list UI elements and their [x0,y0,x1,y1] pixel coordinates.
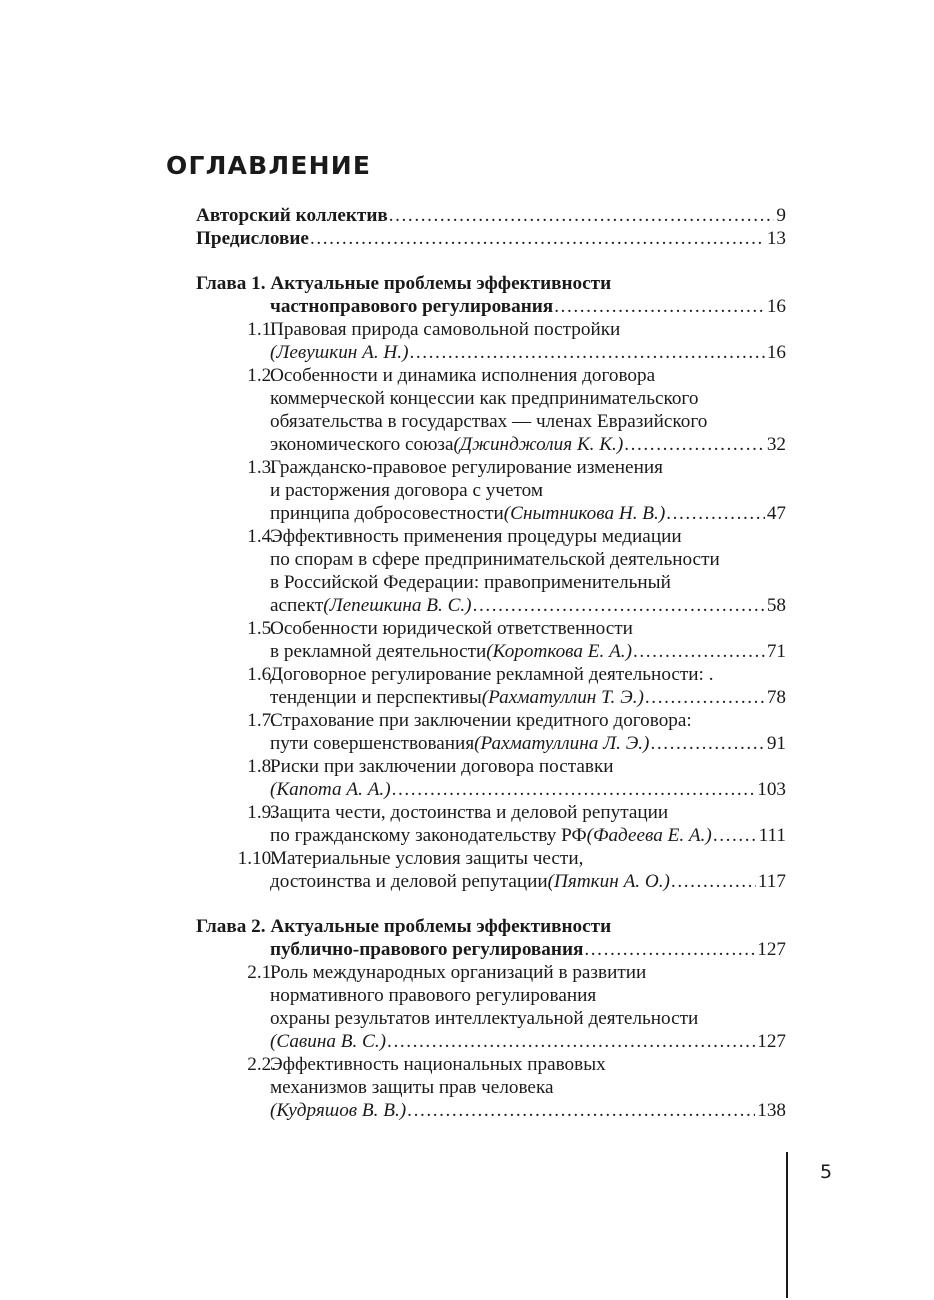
toc-entry [196,204,786,227]
section-author: (Савина В. С.) [270,1031,387,1052]
section-line [196,479,786,502]
front-matter [196,204,786,250]
section-last-line [196,594,786,617]
dot-leader [389,204,775,227]
page-ref: 111 [758,825,786,846]
toc-heading: ОГЛАВЛЕНИЕ [166,151,372,180]
section-number: 1.10. [237,848,276,869]
toc-entry [196,227,786,250]
dot-leader [645,686,765,709]
page-ref: 138 [757,1100,786,1121]
section-text-tail: по гражданскому законодательству РФ [270,825,587,846]
section-number: 2.2. [247,1054,276,1075]
page-ref: 16 [766,296,786,317]
section-number: 1.2. [247,365,276,386]
section-line [196,318,786,341]
toc-entry-line [196,732,786,755]
dot-leader [392,778,756,801]
section-line [196,364,786,387]
section-number: 1.1. [247,319,276,340]
dot-leader [624,433,765,456]
chapter-title [196,915,786,938]
section-author: (Кудряшов В. В.) [270,1100,407,1121]
toc-entry-line [196,204,786,227]
section-entry [196,847,786,893]
section-text: охраны результатов интеллектуальной деятельности [270,1008,699,1029]
section-line [196,847,786,870]
section-line [196,1007,786,1030]
chapter-title [196,272,786,295]
section-text: коммерческой концессии как предпринимательского [270,388,699,409]
dot-leader [713,824,757,847]
section-text: Эффективность национальных правовых [270,1054,606,1075]
chapter-title-cont [196,938,786,961]
section-number: 1.9. [247,802,276,823]
section-entry [196,318,786,364]
section-line [196,387,786,410]
toc-entry-line [196,433,786,456]
page-ref: 16 [766,342,786,363]
section-text: нормативного правового регулирования [270,985,597,1006]
toc-entry-line [196,295,786,318]
section-number: 1.5. [247,618,276,639]
page-ref: 32 [766,434,786,455]
page-ref: 127 [757,1031,786,1052]
section-text: Эффективность применения процедуры медиации [270,526,682,547]
chapter-title-cont [196,295,786,318]
section-last-line [196,502,786,525]
section-last-line [196,341,786,364]
page-ref: 58 [766,595,786,616]
page-ref: 13 [766,228,786,249]
section-number: 2.1. [247,962,276,983]
section-text: в Российской Федерации: правоприменительный [270,572,671,593]
section-text-tail: в рекламной деятельности [270,641,487,662]
section-line [196,663,786,686]
section-author: (Снытникова Н. В.) [503,503,666,524]
page-number: 5 [820,1161,833,1183]
section-last-line [196,870,786,893]
toc-entry-line [196,594,786,617]
section-text: Правовая природа самовольной постройки [270,319,621,340]
page-ref: 71 [766,641,786,662]
section-entry [196,525,786,617]
spacer [196,250,786,272]
section-author: (Пяткин А. О.) [547,871,670,892]
section-author: (Фадеева Е. А.) [586,825,712,846]
chapter-title-line1: Глава 1. Актуальные проблемы эффективности [196,273,612,294]
dot-leader [473,594,765,617]
dot-leader [409,341,764,364]
section-text: Особенности юридической ответственности [270,618,633,639]
spacer [196,893,786,915]
section-author: (Рахматуллина Л. Э.) [474,733,650,754]
dot-leader [671,870,756,893]
dot-leader [650,732,764,755]
dot-leader [387,1030,755,1053]
section-text: Страхование при заключении кредитного договора: [270,710,692,731]
section-line [196,755,786,778]
dot-leader [407,1099,755,1122]
section-last-line [196,824,786,847]
section-author: (Джинджолия К. К.) [453,434,624,455]
section-entry [196,456,786,525]
section-author: (Короткова Е. А.) [486,641,632,662]
section-number: 1.3. [247,457,276,478]
section-text: Договорное регулирование рекламной деятельности: . [270,664,714,685]
section-last-line [196,732,786,755]
page-ref: 117 [757,871,786,892]
section-line [196,571,786,594]
section-text-tail: достоинства и деловой репутации [270,871,548,892]
page-ref: 47 [766,503,786,524]
section-last-line [196,1030,786,1053]
section-last-line [196,686,786,709]
entry-title: Авторский коллектив [196,205,388,226]
section-line [196,410,786,433]
toc-entry-line [196,1099,786,1122]
section-text-tail: пути совершенствования [270,733,475,754]
section-line [196,548,786,571]
section-text: обязательства в государствах — членах Евразийского [270,411,708,432]
section-line [196,525,786,548]
section-number: 1.7. [247,710,276,731]
dot-leader [310,227,765,250]
chapter-1 [196,272,786,893]
section-line [196,709,786,732]
section-entry [196,755,786,801]
section-author: (Лепешкина В. С.) [323,595,472,616]
section-line [196,961,786,984]
section-text: Защита чести, достоинства и деловой репутации [270,802,669,823]
section-text: Гражданско-правовое регулирование изменения [270,457,663,478]
section-line [196,801,786,824]
section-entry [196,961,786,1053]
section-last-line [196,433,786,456]
toc-entry-line [196,640,786,663]
section-number: 1.4. [247,526,276,547]
section-line [196,1053,786,1076]
page-ref: 127 [757,939,786,960]
section-last-line [196,778,786,801]
section-text: и расторжения договора с учетом [270,480,544,501]
section-text: Риски при заключении договора поставки [270,756,614,777]
section-entry [196,709,786,755]
toc-entry-line [196,778,786,801]
page-edge-rule [786,1152,788,1298]
table-of-contents [196,204,786,1122]
section-last-line [196,640,786,663]
section-text: Роль международных организаций в развитии [270,962,647,983]
page-ref: 9 [776,205,786,226]
section-text: механизмов защиты прав человека [270,1077,554,1098]
section-number: 1.6. [247,664,276,685]
section-text-tail: экономического союза [270,434,454,455]
dot-leader [584,938,755,961]
section-entry [196,801,786,847]
section-line [196,456,786,479]
page-ref: 78 [766,687,786,708]
chapter-title-line1: Глава 2. Актуальные проблемы эффективности [196,916,612,937]
section-text: по спорам в сфере предпринимательской деятельности [270,549,720,570]
page-ref: 91 [766,733,786,754]
section-author: (Капота А. А.) [270,779,391,800]
toc-entry-line [196,870,786,893]
toc-entry-line [196,227,786,250]
section-author: (Левушкин А. Н.) [270,342,409,363]
toc-entry-line [196,938,786,961]
section-last-line [196,1099,786,1122]
section-text: Материальные условия защиты чести, [270,848,584,869]
section-text: Особенности и динамика исполнения договора [270,365,656,386]
section-line [196,984,786,1007]
toc-entry-line [196,502,786,525]
chapter-2 [196,915,786,1122]
section-entry [196,364,786,456]
toc-entry-line [196,824,786,847]
dot-leader [633,640,765,663]
chapter-title-line2: частноправового регулирования [270,296,554,317]
section-entry [196,617,786,663]
chapter-title-line2: публично-правового регулирования [270,939,584,960]
section-entry [196,1053,786,1122]
section-line [196,617,786,640]
section-text-tail: тенденции и перспективы [270,687,482,708]
section-entry [196,663,786,709]
entry-title: Предисловие [196,228,309,249]
dot-leader [666,502,765,525]
toc-entry-line [196,341,786,364]
section-author: (Рахматуллин Т. Э.) [481,687,644,708]
dot-leader [554,295,765,318]
section-text-tail: принципа добросовестности [270,503,504,524]
page-ref: 103 [757,779,786,800]
toc-entry-line [196,686,786,709]
section-number: 1.8. [247,756,276,777]
section-line [196,1076,786,1099]
toc-entry-line [196,1030,786,1053]
section-text-tail: аспект [270,595,324,616]
